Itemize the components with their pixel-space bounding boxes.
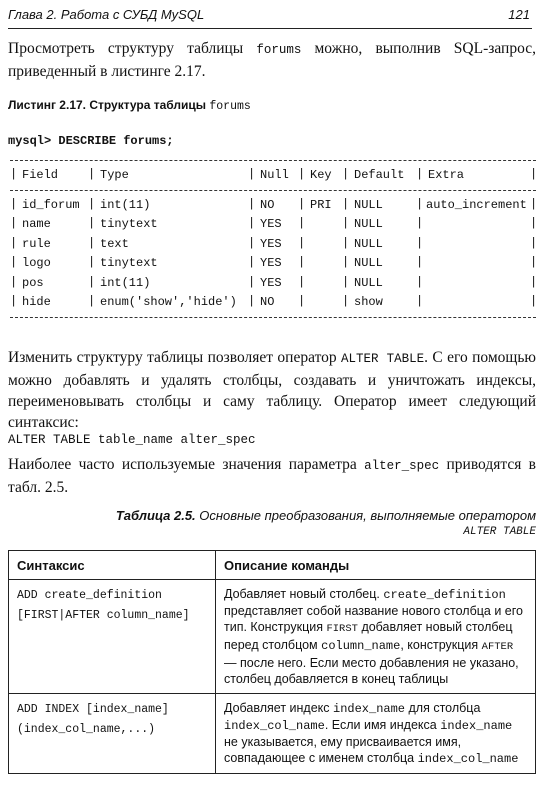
col-header-extra: Extra — [428, 168, 465, 182]
cell-default: NULL — [354, 256, 383, 270]
syntax-cell — [9, 694, 216, 774]
intro-code-table-name: forums — [256, 43, 302, 57]
cell-field: logo — [22, 256, 51, 270]
listing-caption-text: Листинг 2.17. Структура таблицы — [8, 98, 210, 112]
table-caption-command: ALTER TABLE — [463, 526, 536, 538]
syntax-line-1: ADD create_definition — [17, 589, 162, 602]
syntax-line-2: [FIRST|AFTER column_name] — [17, 609, 190, 622]
table-border-mid — [8, 186, 538, 196]
describe-header-row: | Field | Type | Null | Key | Default | Extra | — [10, 167, 538, 182]
desc-code: FIRST — [326, 623, 358, 635]
cell-type: int(11) — [100, 197, 151, 212]
cell-null: NO — [260, 295, 275, 309]
cell-default: NULL — [354, 197, 383, 212]
table-row: | pos | int(11) | YES | | NULL | | — [10, 274, 538, 290]
desc-text: не указывается, ему присваивается имя, совпадающее с именем столбца — [224, 735, 462, 765]
alter-paragraph — [8, 347, 536, 433]
intro-text-1: Просмотреть структуру таблицы — [8, 40, 257, 57]
table-row: | id_forum | int(11) | NO | PRI | NULL | auto_increment | — [10, 196, 538, 212]
mysql-command: mysql> DESCRIBE forums; — [8, 134, 174, 148]
table-row: | hide | enum('show','hide') | NO | | show | | — [10, 294, 538, 309]
cell-null: YES — [260, 217, 282, 231]
running-header — [8, 6, 530, 24]
col-header-null: Null — [260, 168, 289, 182]
desc-text: добавляет новый столбец перед столбцом — [224, 620, 513, 652]
table-caption-title: Основные преобразования, выполняемые оператором — [195, 508, 536, 523]
desc-text: — после него. Если место добавления не указано, столбец добавляется в конец таблицы — [224, 656, 519, 686]
desc-code: create_definition — [383, 588, 506, 602]
cell-type: enum('show','hide') — [100, 295, 237, 309]
cell-field: id_forum — [22, 197, 80, 212]
cell-key: PRI — [310, 197, 332, 212]
table-row: | name | tinytext | YES | | NULL | | — [10, 216, 538, 231]
cell-extra: auto_increment — [426, 197, 527, 212]
listing-caption — [8, 98, 251, 113]
description-cell — [216, 694, 536, 774]
cell-default: NULL — [354, 217, 383, 231]
desc-text: Добавляет индекс — [224, 701, 333, 715]
col-header-key: Key — [310, 168, 332, 182]
desc-code: index_name — [440, 719, 513, 733]
table-border-top — [8, 156, 538, 166]
cell-default: NULL — [354, 275, 383, 290]
page-number: 121 — [508, 7, 530, 22]
cell-default: show — [354, 295, 383, 309]
syntax-cell — [9, 580, 216, 694]
cell-null: NO — [260, 197, 275, 212]
intro-paragraph — [8, 38, 536, 82]
syntax-line: ALTER TABLE table_name alter_spec — [8, 433, 256, 447]
desc-text: , конструкция — [400, 638, 482, 652]
cell-field: name — [22, 217, 51, 231]
cell-type: tinytext — [100, 217, 158, 231]
alter-text-1: Изменить структуру таблицы позволяет оператор — [8, 349, 342, 366]
alter-code: ALTER TABLE — [341, 352, 425, 366]
col-header-default: Default — [354, 168, 405, 182]
cell-default: NULL — [354, 236, 383, 251]
table-caption-number: Таблица 2.5. — [115, 508, 196, 523]
alter-text-2: . С его помощью можно добавлять и удалять столбцы, создавать и уничтожать индексы, переименовывать столбцы и саму таблицу. Оператор имеет следующий синтаксис: — [8, 349, 536, 431]
intro-text-2: можно, выполнив SQL-запрос, приведенный в листинге 2.17. — [8, 40, 536, 80]
cell-null: YES — [260, 236, 282, 251]
desc-code: column_name — [321, 639, 401, 653]
spec-text-2: приводятся в табл. 2.5. — [8, 456, 537, 496]
col-header-field: Field — [22, 168, 59, 182]
header-rule — [8, 28, 532, 29]
cell-type: int(11) — [100, 275, 151, 290]
table-border-bottom — [8, 313, 538, 323]
header-description: Описание команды — [216, 551, 536, 580]
table-caption — [116, 508, 536, 540]
table-row — [9, 580, 536, 694]
cell-field: pos — [22, 275, 44, 290]
table-row: | rule | text | YES | | NULL | | — [10, 235, 538, 251]
desc-text: Добавляет новый столбец. — [224, 587, 384, 601]
col-header-type: Type — [100, 168, 129, 182]
desc-text: для столбца — [405, 701, 481, 715]
table-header-row — [9, 551, 536, 580]
description-cell — [216, 580, 536, 694]
spec-paragraph — [8, 454, 536, 498]
desc-text: представляет собой название нового столбца и его тип. Конструкция — [224, 604, 523, 634]
cell-null: YES — [260, 275, 282, 290]
chapter-title: Глава 2. Работа с СУБД MySQL — [8, 7, 205, 22]
table-row — [9, 694, 536, 774]
spec-text-1: Наиболее часто используемые значения параметра — [8, 456, 365, 473]
listing-caption-code: forums — [209, 100, 251, 113]
table-row: | logo | tinytext | YES | | NULL | | — [10, 255, 538, 270]
desc-text: . Если имя индекса — [324, 718, 441, 732]
cell-type: tinytext — [100, 256, 158, 270]
describe-output-table — [8, 156, 538, 323]
cell-field: hide — [22, 295, 51, 309]
desc-code: index_col_name — [224, 719, 325, 733]
cell-field: rule — [22, 236, 51, 251]
alter-spec-table — [8, 550, 536, 774]
header-syntax: Синтаксис — [9, 551, 216, 580]
desc-code: index_col_name — [417, 752, 519, 766]
desc-code: AFTER — [481, 641, 514, 653]
syntax-line-1: ADD INDEX [index_name] — [17, 703, 169, 716]
desc-code: index_name — [333, 702, 406, 716]
spec-code: alter_spec — [364, 459, 440, 473]
syntax-line-2: (index_col_name,...) — [17, 723, 156, 736]
cell-type: text — [100, 236, 129, 251]
cell-null: YES — [260, 256, 282, 270]
